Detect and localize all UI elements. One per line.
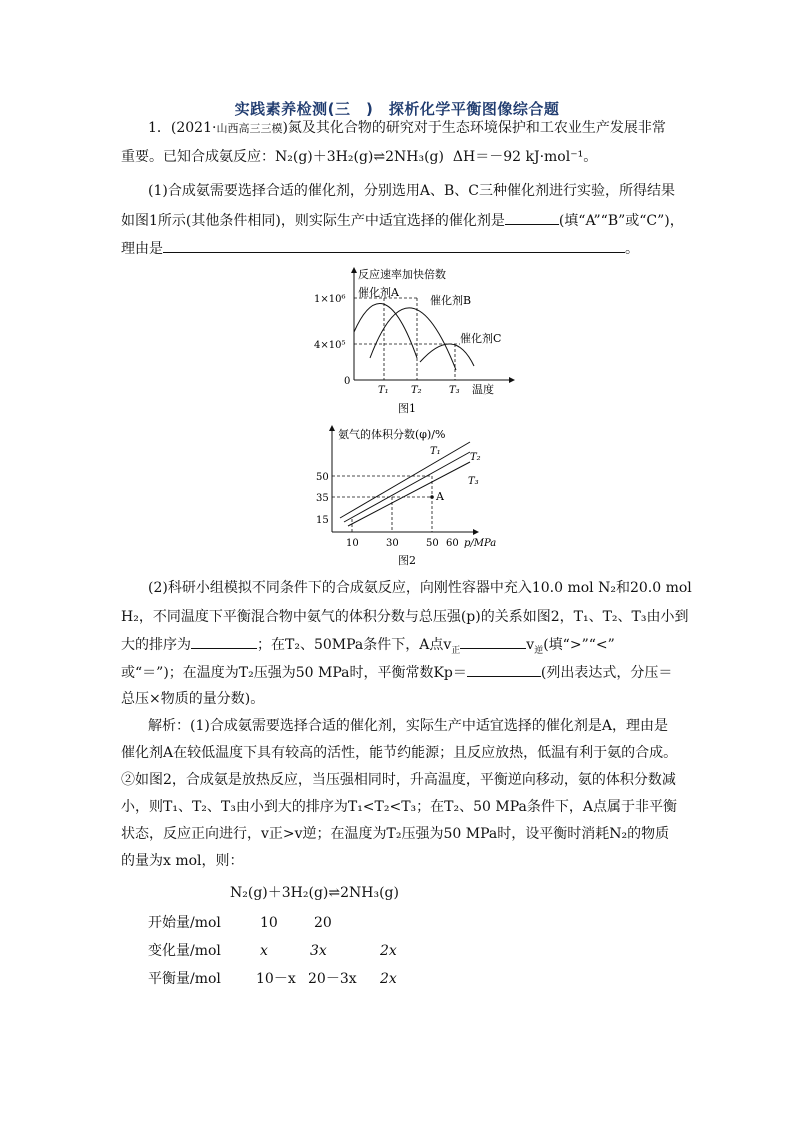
fig2-xtick-10: 10	[346, 538, 359, 549]
answer-blank-catalyst[interactable]	[505, 210, 559, 225]
part2-line5: 总压×物质的量分数)。	[121, 691, 265, 707]
q1-line1: 1．(2021·山西高三三模)氮及其化合物的研究对于生态环境保护和工农业生产发展非常	[148, 120, 666, 136]
fig2-xtick-60: 60	[446, 538, 459, 549]
fig2-line-t1	[340, 442, 470, 518]
fig1-curve-b	[370, 308, 456, 370]
fig1-label-b: 催化剂B	[430, 294, 472, 307]
part2-line4: 或“＝”)；在温度为T₂压强为50 MPa时，平衡常数Kp＝ (列出表达式，分压＝	[121, 662, 672, 683]
fig1-origin: 0	[344, 376, 351, 387]
fig2-xtick-30: 30	[386, 538, 399, 549]
q1-line2: 重要。已知合成氨反应：N₂(g)＋3H₂(g)⇌2NH₃(g) ΔH＝－92 kJ·mol⁻¹。	[121, 149, 598, 165]
fig2-ytick-35: 35	[316, 493, 329, 504]
fig2-point-a-label: A	[436, 490, 444, 503]
fig2-label-t2: T₂	[470, 452, 481, 463]
fig1-xlabel: 温度	[472, 383, 494, 396]
solution-line5: 状态，反应正向进行，v正>v逆；在温度为T₂压强为50 MPa时，设平衡时消耗N₂的物质	[121, 826, 670, 842]
part2-line1: (2)科研小组模拟不同条件下的合成氨反应，向刚性容器中充入10.0 mol N₂和20.0 mol	[148, 580, 692, 596]
answer-blank-reason[interactable]	[163, 238, 625, 253]
solution-line3: ②如图2，合成氨是放热反应，当压强相同时，升高温度，平衡逆向移动，氨的体积分数减	[121, 772, 676, 788]
solution-equation: N₂(g)＋3H₂(g)⇌2NH₃(g)	[230, 885, 399, 901]
fig2-line-t3	[348, 462, 470, 526]
solution-line2: 催化剂A在较低温度下具有较高的活性，能节约能源；且反应放热，低温有利于氨的合成。	[121, 745, 678, 761]
answer-blank-order[interactable]	[191, 634, 257, 649]
answer-blank-compare[interactable]	[460, 634, 526, 649]
fig2-caption: 图2	[398, 554, 416, 567]
fig1-curve-c	[420, 344, 474, 366]
fig2-label-t1: T₁	[430, 446, 441, 457]
solution-line1: 解析：(1)合成氨需要选择合适的催化剂，实际生产中适宜选择的催化剂是A，理由是	[148, 718, 668, 734]
reaction-equation: N₂(g)＋3H₂(g)	[275, 149, 374, 165]
part1-line2: 如图1所示(其他条件相同)，则实际生产中适宜选择的催化剂是 (填“A”“B”或“C”)，	[121, 210, 684, 231]
fig1-y-low: 4×10⁵	[314, 340, 346, 351]
solution-line6: 的量为x mol，则：	[121, 853, 244, 869]
answer-blank-kp[interactable]	[467, 662, 541, 677]
figure-1	[300, 262, 530, 420]
source-note: 山西高三三模	[216, 122, 283, 135]
figure-2	[300, 422, 530, 572]
part2-line3: 大的排序为 ；在T₂、50MPa条件下，A点$v_正$ $v_逆$(填“>”“<”	[121, 634, 615, 655]
fig2-xtick-50: 50	[426, 538, 439, 549]
fig2-ytick-50: 50	[316, 472, 329, 483]
part2-line2: H₂，不同温度下平衡混合物中氨气的体积分数与总压强(p)的关系如图2，T₁、T₂、T₃由小到	[121, 609, 689, 625]
fig2-ylabel: 氨气的体积分数(φ)/%	[338, 428, 446, 441]
part1-line1: (1)合成氨需要选择合适的催化剂，分别选用A、B、C三种催化剂进行实验，所得结果	[148, 183, 675, 199]
fig1-tick-t2: T₂	[411, 385, 422, 396]
fig1-y-high: 1×10⁶	[314, 294, 346, 305]
fig1-curve-a	[354, 303, 417, 358]
fig1-label-a: 催化剂A	[358, 286, 399, 299]
delta-h: ΔH＝－92 kJ·mol⁻¹。	[452, 149, 598, 165]
fig2-point-a	[430, 495, 434, 499]
fig2-label-t3: T₃	[468, 476, 479, 487]
fig1-label-c: 催化剂C	[460, 332, 502, 345]
fig1-ylabel: 反应速率加快倍数	[358, 268, 446, 281]
solution-line4: 小，则T₁、T₂、T₃由小到大的排序为T₁<T₂<T₃；在T₂、50 MPa条件下，A点属于非平衡	[121, 799, 677, 815]
page-title: 实践素养检测(三 ) 探析化学平衡图像综合题	[234, 100, 560, 118]
part1-line3: 理由是 。	[121, 238, 639, 259]
fig1-caption: 图1	[398, 402, 416, 415]
fig1-tick-t3: T₃	[449, 385, 460, 396]
fig2-xlabel: p/MPa	[464, 538, 497, 549]
fig2-line-t2	[344, 452, 470, 522]
fig2-ytick-15: 15	[316, 515, 329, 526]
fig1-tick-t1: T₁	[378, 385, 389, 396]
